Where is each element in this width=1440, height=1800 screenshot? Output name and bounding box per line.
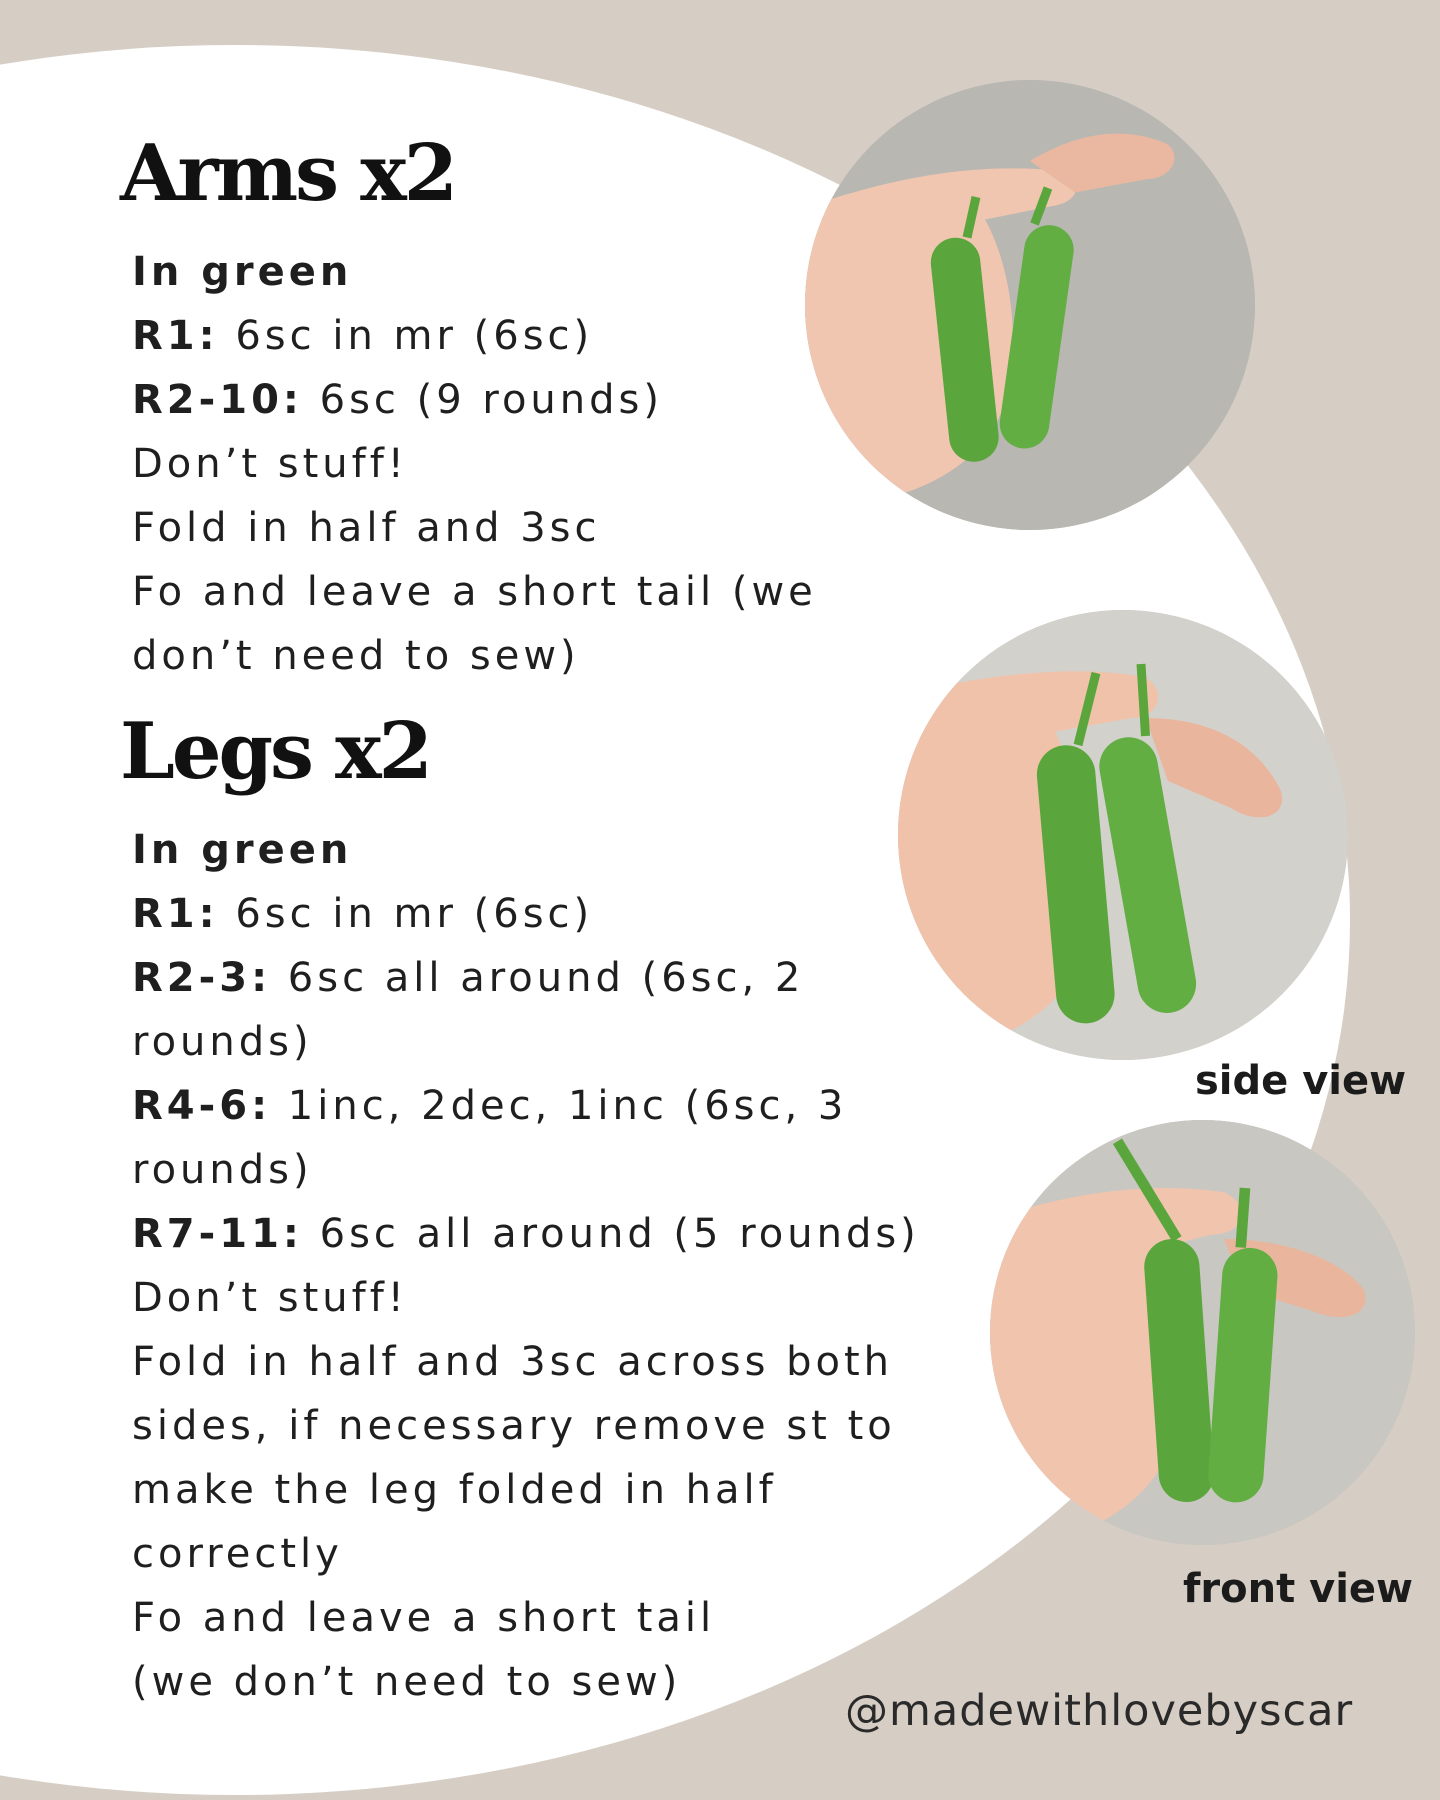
- arms-photo: [805, 80, 1255, 530]
- round-label: R7-11:: [132, 1211, 303, 1257]
- instruction-text: 6sc in mr (6sc): [218, 891, 594, 937]
- round-label: R4-6:: [132, 1083, 272, 1129]
- arms-instruction-line: [132, 560, 992, 624]
- front-view-caption: front view: [1183, 1566, 1413, 1612]
- side-view-caption: side view: [1195, 1058, 1407, 1104]
- instruction-text: rounds): [132, 1147, 313, 1193]
- round-label: R2-3:: [132, 955, 272, 1001]
- instruction-text: Fold in half and 3sc across both: [132, 1339, 894, 1385]
- legs-instruction-line: [132, 1458, 992, 1522]
- legs-instruction-line: [132, 1394, 992, 1458]
- instruction-text: 6sc (9 rounds): [302, 377, 663, 423]
- legs-heading: Legs x2: [120, 706, 430, 797]
- instruction-text: 6sc all around (6sc, 2: [271, 955, 805, 1001]
- instruction-text: Don’t stuff!: [132, 441, 408, 487]
- instruction-text: Fo and leave a short tail (we: [132, 569, 817, 615]
- arms-instruction-line: [132, 624, 992, 688]
- legs-instruction-line: [132, 1266, 992, 1330]
- round-label: R1:: [132, 313, 219, 359]
- instruction-text: sides, if necessary remove st to: [132, 1403, 896, 1449]
- instruction-text: Don’t stuff!: [132, 1275, 408, 1321]
- round-label: R1:: [132, 891, 219, 937]
- instruction-text: Fold in half and 3sc: [132, 505, 601, 551]
- legs-instruction-line: [132, 946, 992, 1010]
- legs-front-photo: [990, 1120, 1415, 1545]
- legs-instructions: [132, 818, 992, 1714]
- legs-instruction-line: [132, 882, 992, 946]
- legs-instruction-line: [132, 1522, 992, 1586]
- instruction-text: make the leg folded in half: [132, 1467, 777, 1513]
- round-label: R2-10:: [132, 377, 303, 423]
- legs-instruction-line: [132, 1074, 992, 1138]
- legs-instruction-line: [132, 1330, 992, 1394]
- legs-instruction-line: [132, 818, 992, 882]
- instruction-text: don’t need to sew): [132, 633, 580, 679]
- instruction-text: In green: [132, 827, 353, 873]
- arms-instruction-line: [132, 496, 992, 560]
- instruction-text: In green: [132, 249, 353, 295]
- instruction-text: 6sc in mr (6sc): [218, 313, 594, 359]
- instruction-text: rounds): [132, 1019, 313, 1065]
- legs-side-photo: [898, 610, 1348, 1060]
- arms-heading: Arms x2: [120, 128, 455, 219]
- instruction-text: 1inc, 2dec, 1inc (6sc, 3: [271, 1083, 848, 1129]
- instruction-text: (we don’t need to sew): [132, 1659, 682, 1705]
- legs-instruction-line: [132, 1010, 992, 1074]
- legs-instruction-line: [132, 1202, 992, 1266]
- instagram-handle: @madewithlovebyscar: [845, 1686, 1354, 1736]
- instruction-text: correctly: [132, 1531, 343, 1577]
- legs-instruction-line: [132, 1138, 992, 1202]
- instruction-text: Fo and leave a short tail: [132, 1595, 716, 1641]
- instruction-text: 6sc all around (5 rounds): [302, 1211, 920, 1257]
- legs-instruction-line: [132, 1586, 992, 1650]
